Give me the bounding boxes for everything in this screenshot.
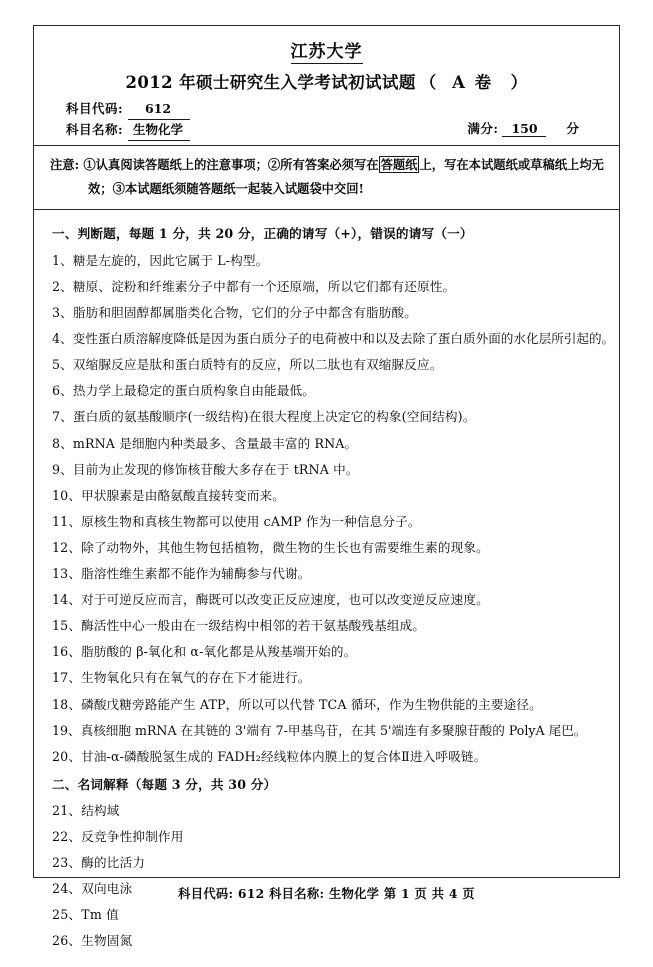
exam-title-row bbox=[48, 69, 605, 93]
subject-name-label: 科目名称: bbox=[66, 122, 124, 138]
notice-line-2: 效；③本试题纸须随答题纸一起装入试题袋中交回! bbox=[88, 181, 364, 197]
notice-text-a: ①认真阅读答题纸上的注意事项；②所有答案必须写在 bbox=[83, 157, 379, 173]
subject-name-row bbox=[66, 120, 190, 141]
question-item: 16、脂肪酸的 β-氧化和 α-氧化都是从羧基端开始的。 bbox=[52, 644, 357, 660]
question-item: 18、磷酸戊糖旁路能产生 ATP，所以可以代替 TCA 循环，作为生物供能的主要途径。 bbox=[52, 696, 542, 712]
question-item: 4、变性蛋白质溶解度降低是因为蛋白质分子的电荷被中和以及去除了蛋白质外面的水化层所引起的。 bbox=[52, 331, 615, 347]
notice-label: 注意: bbox=[50, 157, 80, 173]
notice-answer-sheet-boxed: 答题纸 bbox=[380, 157, 418, 173]
university-title bbox=[48, 42, 605, 62]
question-item: 2、糖原、淀粉和纤维素分子中都有一个还原端，所以它们都有还原性。 bbox=[52, 279, 456, 295]
full-marks-label: 满分: bbox=[467, 121, 499, 137]
university-name: 江苏大学 bbox=[290, 42, 363, 62]
question-item: 17、生物氧化只有在氧气的存在下才能进行。 bbox=[52, 670, 311, 686]
paper-meta-left bbox=[66, 99, 190, 141]
notice-text-b: 上，写在本试题纸或草稿纸上均无 bbox=[419, 157, 604, 173]
full-marks-unit: 分 bbox=[566, 121, 579, 137]
term-item: 22、反竞争性抑制作用 bbox=[52, 828, 184, 844]
paper-meta bbox=[48, 99, 605, 141]
subject-code-label: 科目代码: bbox=[66, 101, 124, 117]
question-item: 13、脂溶性维生素都不能作为辅酶参与代谢。 bbox=[52, 566, 311, 582]
notice-line-1 bbox=[50, 153, 603, 177]
question-item: 19、真核细胞 mRNA 在其链的 3'端有 7-甲基鸟苷，在其 5'端连有多聚腺苷酸的 PolyA 尾巴。 bbox=[52, 722, 587, 738]
question-item: 3、脂肪和胆固醇都属脂类化合物，它们的分子中都含有脂肪酸。 bbox=[52, 305, 417, 321]
volume-paren-left: （ bbox=[419, 73, 437, 93]
paper-body bbox=[34, 210, 619, 967]
subject-code-value: 612 bbox=[128, 99, 190, 120]
term-item: 24、双向电泳 bbox=[52, 881, 133, 897]
term-item: 21、结构域 bbox=[52, 802, 120, 818]
question-item: 12、除了动物外，其他生物包括植物，微生物的生长也有需要维生素的现象。 bbox=[52, 539, 489, 555]
full-marks-value: 150 bbox=[502, 121, 546, 137]
term-item: 23、酶的比活力 bbox=[52, 855, 146, 871]
question-item: 20、甘油-α-磷酸脱氢生成的 FADH₂经线粒体内膜上的复合体Ⅱ进入呼吸链。 bbox=[52, 748, 487, 764]
question-item: 11、原核生物和真核生物都可以使用 cAMP 作为一种信息分子。 bbox=[52, 513, 421, 529]
subject-name-value: 生物化学 bbox=[128, 120, 190, 141]
section-1-heading: 一、判断题，每题 1 分，共 20 分，正确的请写（+），错误的请写（一） bbox=[52, 226, 473, 242]
question-item: 5、双缩脲反应是肽和蛋白质特有的反应，所以二肽也有双缩脲反应。 bbox=[52, 357, 443, 373]
question-item: 10、甲状腺素是由酪氨酸直接转变而来。 bbox=[52, 487, 285, 503]
term-item: 25、Tm 值 bbox=[52, 907, 119, 923]
question-item: 7、蛋白质的氨基酸顺序(一级结构)在很大程度上决定它的构象(空间结构)。 bbox=[52, 409, 476, 425]
question-item: 9、目前为止发现的修饰核苷酸大多存在于 tRNA 中。 bbox=[52, 461, 359, 477]
page-footer: 科目代码: 612 科目名称: 生物化学 第 1 页 共 4 页 bbox=[178, 886, 475, 901]
volume-label: A 卷 bbox=[452, 73, 494, 93]
term-item: 26、生物固氮 bbox=[52, 933, 133, 949]
exam-title: 2012 年硕士研究生入学考试初试试题 bbox=[125, 73, 416, 93]
notice-block bbox=[34, 146, 619, 209]
question-item: 8、mRNA 是细胞内种类最多、含量最丰富的 RNA。 bbox=[52, 435, 358, 451]
subject-code-row bbox=[66, 99, 190, 120]
paper-header bbox=[34, 26, 619, 145]
full-marks-row bbox=[467, 119, 579, 137]
section-2-heading: 二、名词解释（每题 3 分，共 30 分） bbox=[52, 777, 277, 793]
volume-paren-right: ） bbox=[510, 73, 528, 93]
question-item: 15、酶活性中心一般由在一级结构中相邻的若干氨基酸残基组成。 bbox=[52, 618, 426, 634]
question-item: 14、对于可逆反应而言，酶既可以改变正反应速度，也可以改变逆反应速度。 bbox=[52, 592, 489, 608]
question-item: 6、热力学上最稳定的蛋白质构象自由能最低。 bbox=[52, 383, 316, 399]
question-item: 1、糖是左旋的，因此它属于 L-构型。 bbox=[52, 252, 269, 268]
